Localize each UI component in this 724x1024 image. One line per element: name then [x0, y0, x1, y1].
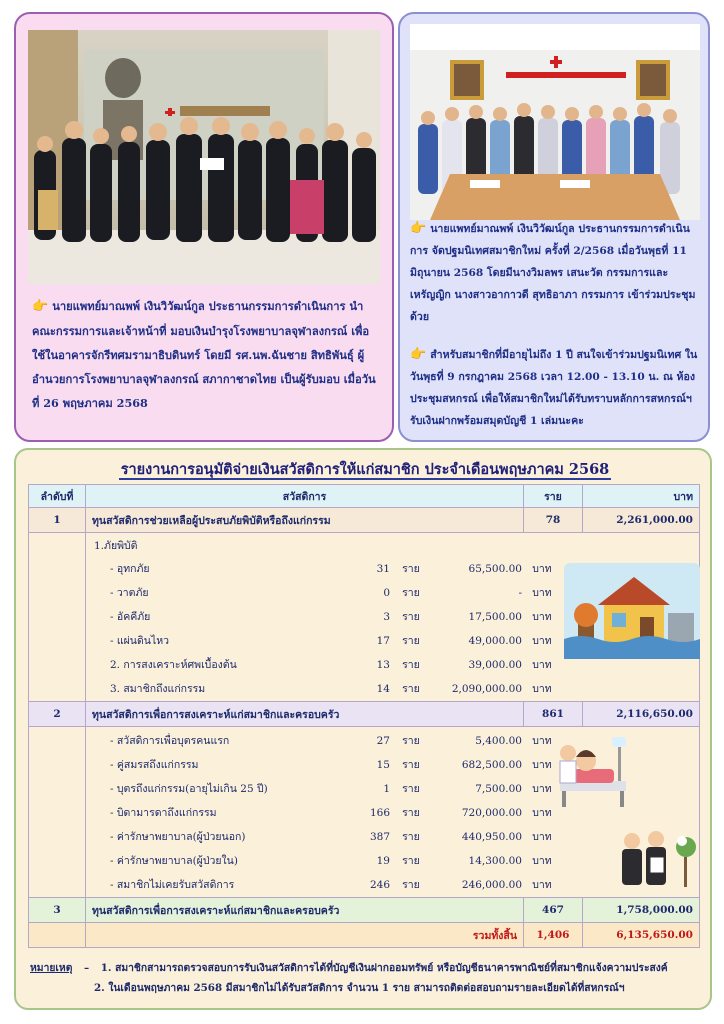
detail-unit-raay: ราย: [402, 563, 420, 575]
detail-unit-raay: ราย: [402, 683, 420, 695]
detail-count: 15: [376, 759, 390, 771]
note-2-text: 2. ในเดือนพฤษภาคม 2568 มีสมาชิกไม่ได้รับสวัสดิการ จำนวน 1 ราย สามารถติดต่อสอบถามรายละเอียดได้ที่สหกรณ์ฯ: [94, 982, 625, 994]
detail-amount: 14,300.00: [468, 855, 522, 867]
table-header-row: [29, 485, 700, 508]
header-item: สวัสดิการ: [86, 485, 524, 508]
section-row-1: [29, 508, 700, 533]
pointing-hand-icon: 👉: [32, 299, 49, 314]
detail-name: - แผ่นดินไหว: [110, 635, 170, 647]
funeral-icon: [616, 827, 700, 893]
section-amount: 2,116,650.00: [583, 702, 700, 727]
report-title-text: รายงานการอนุมัติจ่ายเงินสวัสดิการให้แก่สมาชิก ประจำเดือนพฤษภาคม 2568: [120, 461, 610, 478]
detail-amount: 7,500.00: [475, 783, 522, 795]
detail-count: 387: [369, 831, 390, 843]
total-amount: 6,135,650.00: [583, 923, 700, 948]
detail-amount: 246,000.00: [461, 879, 522, 891]
donation-caption-text: นายแพทย์มาณพพ์ เงินวิวัฒน์กูล ประธานกรรมการดำเนินการ นำคณะกรรมการและเจ้าหน้าที่ มอบเงินบำรุงโรงพยาบาลจุฬาลงกรณ์ เพื่อใช้ในอาคารจักรีทศมรามาธิบดินทร์ โดยมี รศ.นพ.ฉันชาย สิทธิพันธุ์ ผู้อำนวยการโรงพยาบาลจุฬาลงกรณ์ สภากาชาดไทย เป็นผู้รับมอบ เมื่อวันที่ 26 พฤษภาคม 2568: [32, 299, 376, 410]
detail-unit-raay: ราย: [402, 611, 420, 623]
detail-amount: 17,500.00: [468, 611, 522, 623]
detail-row: [110, 849, 699, 873]
detail-amount: 720,000.00: [461, 807, 522, 819]
detail-unit-raay: ราย: [402, 635, 420, 647]
detail-count: 166: [369, 807, 390, 819]
header-no: ลำดับที่: [29, 485, 86, 508]
detail-unit-baht: บาท: [532, 611, 552, 623]
house-flood-icon: [564, 563, 700, 659]
orientation-photo-illustration: [410, 24, 700, 220]
section-2-details: [29, 727, 700, 898]
section-count: 78: [524, 508, 583, 533]
house-flood-illustration: [564, 563, 700, 662]
detail-count: 3: [383, 611, 390, 623]
section-name: ทุนสวัสดิการช่วยเหลือผู้ประสบภัยพิบัติหรือถึงแก่กรรม: [86, 508, 524, 533]
detail-count: 19: [376, 855, 390, 867]
pointing-hand-icon: 👉: [410, 221, 427, 236]
header-amount: บาท: [583, 485, 700, 508]
notes: [30, 958, 700, 998]
detail-name: - บุตรถึงแก่กรรม(อายุไม่เกิน 25 ปี): [110, 783, 268, 795]
detail-unit-baht: บาท: [532, 831, 552, 843]
detail-amount: 65,500.00: [468, 563, 522, 575]
section-row-3: [29, 898, 700, 923]
detail-count: 0: [383, 587, 390, 599]
detail-amount: 5,400.00: [475, 735, 522, 747]
detail-unit-raay: ราย: [402, 659, 420, 671]
section-amount: 1,758,000.00: [583, 898, 700, 923]
detail-count: 31: [376, 563, 390, 575]
detail-unit-baht: บาท: [532, 879, 552, 891]
section-name: ทุนสวัสดิการเพื่อการสงเคราะห์แก่สมาชิกและครอบครัว: [86, 898, 524, 923]
detail-unit-baht: บาท: [532, 683, 552, 695]
pointing-hand-icon: 👉: [410, 347, 427, 362]
total-label: รวมทั้งสิ้น: [86, 923, 524, 948]
detail-name: 2. การสงเคราะห์ศพเบื้องต้น: [110, 659, 237, 671]
report-title: [16, 458, 714, 481]
news-panel-orientation: [398, 12, 710, 442]
detail-name: - สมาชิกไม่เคยรับสวัสดิการ: [110, 879, 235, 891]
detail-unit-raay: ราย: [402, 759, 420, 771]
orientation-caption-text: นายแพทย์มาณพพ์ เงินวิวัฒน์กูล ประธานกรรมการดำเนินการ จัดปฐมนิเทศสมาชิกใหม่ ครั้งที่ 2/2568 เมื่อวันพุธที่ 11 มิถุนายน 2568 โดยมีนางวิมลพร เสนะวัต กรรมการและเหรัญญิก นางสาวอากาวดี สุทธิอาภา กรรมการ เข้าร่วมประชุมด้วย: [410, 223, 696, 323]
next-orientation-caption-text: สำหรับสมาชิกที่มีอายุไม่ถึง 1 ปี สนใจเข้าร่วมปฐมนิเทศ ในวันพุธที่ 9 กรกฎาคม 2568 เวลา 12.00 - 13.10 น. ณ ห้องประชุมสหกรณ์ เพื่อให้สมาชิกใหม่ได้รับทราบหลักการสหกรณ์ฯ รับเงินฝากพร้อมสมุดบัญชี 1 เล่มนะคะ: [410, 349, 698, 427]
detail-unit-raay: ราย: [402, 587, 420, 599]
detail-count: 27: [376, 735, 390, 747]
section-no: 3: [29, 898, 86, 923]
header-count: ราย: [524, 485, 583, 508]
donation-caption: [32, 294, 380, 415]
detail-unit-baht: บาท: [532, 563, 552, 575]
detail-name: - สวัสดิการเพื่อบุตรคนแรก: [110, 735, 230, 747]
section-amount: 2,261,000.00: [583, 508, 700, 533]
total-count: 1,406: [524, 923, 583, 948]
detail-amount: 440,950.00: [461, 831, 522, 843]
section-1-heading: 1.ภัยพิบัติ: [94, 540, 138, 552]
section-1-details: [29, 533, 700, 702]
detail-count: 17: [376, 635, 390, 647]
orientation-caption: [410, 218, 702, 328]
detail-amount: 49,000.00: [468, 635, 522, 647]
detail-unit-raay: ราย: [402, 807, 420, 819]
detail-unit-baht: บาท: [532, 855, 552, 867]
detail-name: - วาตภัย: [110, 587, 149, 599]
detail-unit-baht: บาท: [532, 735, 552, 747]
detail-amount: 39,000.00: [468, 659, 522, 671]
next-orientation-caption: [410, 344, 702, 432]
funeral-illustration: [616, 827, 700, 896]
detail-unit-baht: บาท: [532, 783, 552, 795]
note-1: [30, 958, 700, 978]
detail-row: [110, 825, 699, 849]
detail-unit-raay: ราย: [402, 831, 420, 843]
total-row: [29, 923, 700, 948]
donation-photo-illustration: [28, 30, 380, 284]
hospital-illustration: [556, 731, 632, 814]
detail-unit-raay: ราย: [402, 879, 420, 891]
detail-count: 246: [369, 879, 390, 891]
section-no: 1: [29, 508, 86, 533]
detail-unit-raay: ราย: [402, 855, 420, 867]
notes-dash: –: [83, 962, 90, 974]
section-row-2: [29, 702, 700, 727]
section-count: 467: [524, 898, 583, 923]
detail-name: - บิดามารดาถึงแก่กรรม: [110, 807, 217, 819]
detail-name: 3. สมาชิกถึงแก่กรรม: [110, 683, 206, 695]
detail-unit-baht: บาท: [532, 807, 552, 819]
section-name: ทุนสวัสดิการเพื่อการสงเคราะห์แก่สมาชิกและครอบครัว: [86, 702, 524, 727]
detail-unit-raay: ราย: [402, 783, 420, 795]
detail-name: - ค่ารักษาพยาบาล(ผู้ป่วยนอก): [110, 831, 246, 843]
detail-amount: -: [518, 587, 522, 599]
orientation-photo: [410, 24, 700, 220]
detail-unit-raay: ราย: [402, 735, 420, 747]
note-1-text: 1. สมาชิกสามารถตรวจสอบการรับเงินสวัสดิการได้ที่บัญชีเงินฝากออมทรัพย์ หรือบัญชีธนาคารพาณิชย์ที่สมาชิกแจ้งความประสงค์: [100, 962, 668, 974]
detail-amount: 682,500.00: [461, 759, 522, 771]
section-no: 2: [29, 702, 86, 727]
detail-unit-baht: บาท: [532, 635, 552, 647]
detail-row: [110, 873, 699, 897]
donation-photo: [28, 30, 380, 284]
detail-count: 1: [383, 783, 390, 795]
detail-unit-baht: บาท: [532, 659, 552, 671]
detail-count: 13: [376, 659, 390, 671]
detail-unit-baht: บาท: [532, 587, 552, 599]
hospital-bed-icon: [556, 731, 632, 811]
welfare-table: [28, 484, 700, 948]
detail-count: 14: [376, 683, 390, 695]
notes-label: หมายเหตุ: [30, 962, 73, 974]
detail-name: - อุทกภัย: [110, 563, 150, 575]
detail-name: - อัคคีภัย: [110, 611, 151, 623]
detail-row: [110, 677, 699, 701]
welfare-report-panel: [14, 448, 712, 1010]
detail-name: - ค่ารักษาพยาบาล(ผู้ป่วยใน): [110, 855, 238, 867]
section-count: 861: [524, 702, 583, 727]
news-panel-donation: [14, 12, 394, 442]
note-2: [30, 978, 700, 998]
detail-name: - คู่สมรสถึงแก่กรรม: [110, 759, 199, 771]
detail-unit-baht: บาท: [532, 759, 552, 771]
detail-amount: 2,090,000.00: [451, 683, 522, 695]
